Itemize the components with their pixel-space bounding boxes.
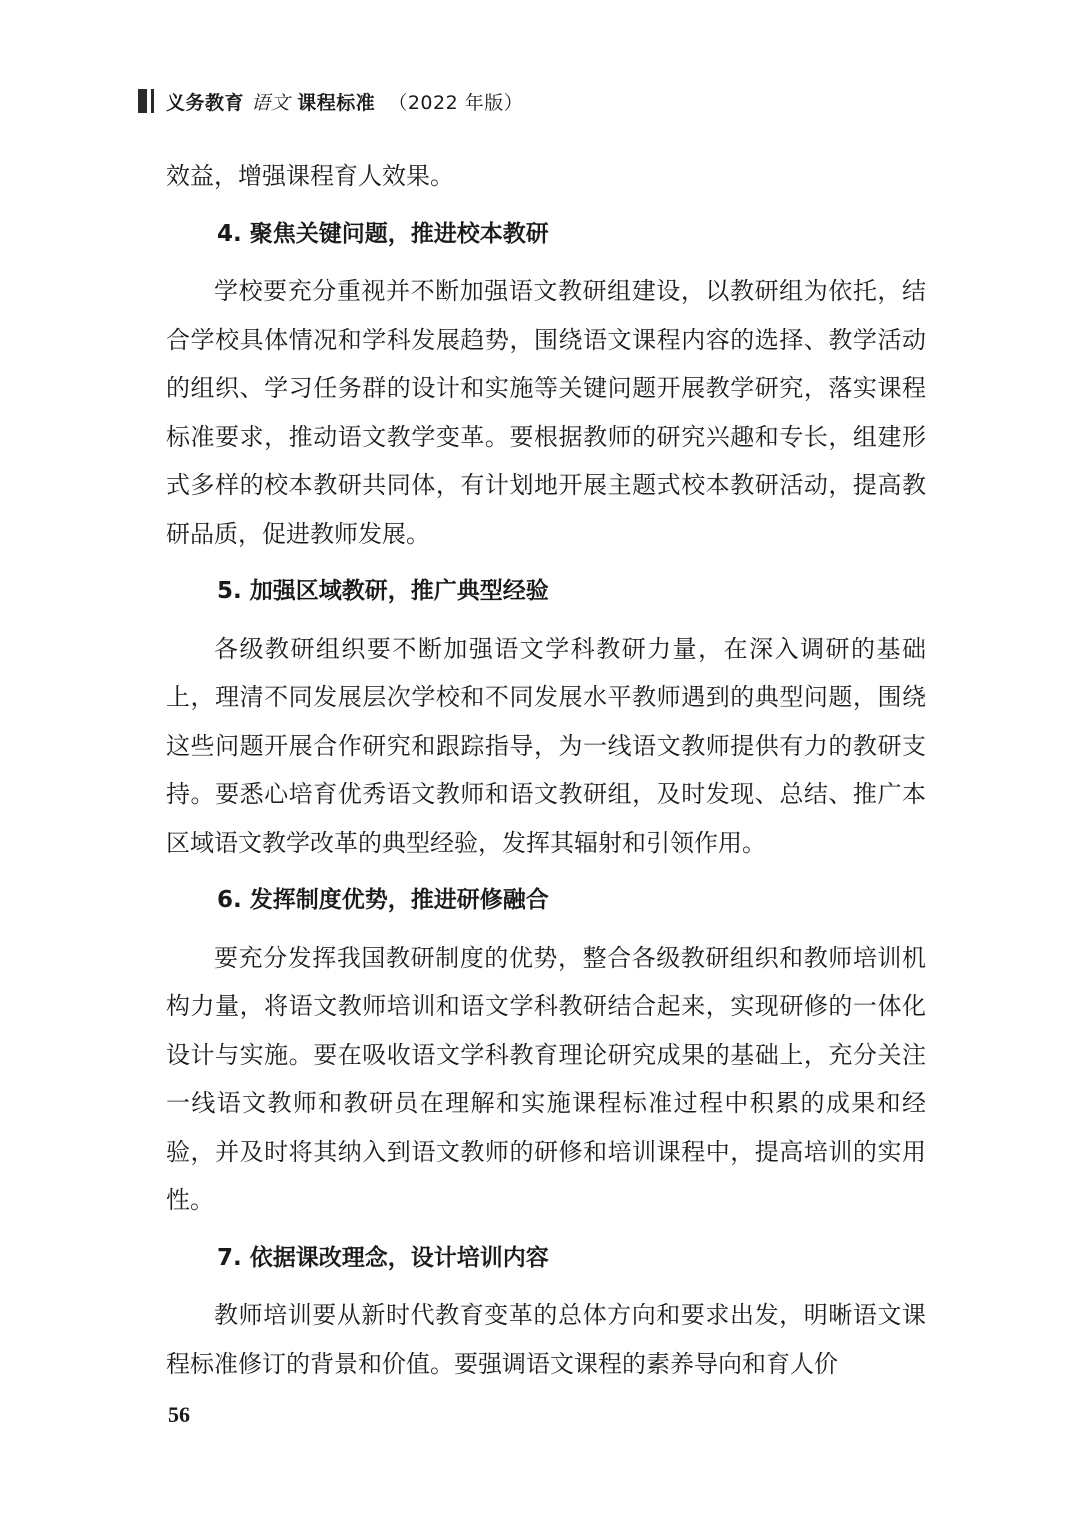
- header-bar-thin: [151, 89, 154, 113]
- book-title-part-1: 义务教育: [166, 91, 252, 114]
- header-bar-icon: [138, 89, 154, 113]
- section-body-6: 要充分发挥我国教研制度的优势，整合各级教研组织和教师培训机构力量，将语文教师培训和语文学科教研结合起来，实现研修的一体化设计与实施。要在吸收语文学科教育理论研究成果的基础上，充分关注一线语文教师和教研员在理解和实施课程标准过程中积累的成果和经验，并及时将其纳入到语文教师的研修和培训课程中，提高培训的实用性。: [166, 943, 926, 1214]
- page-number: 56: [168, 1402, 190, 1427]
- section-heading-4: 4. 聚焦关键问题，推进校本教研: [217, 220, 549, 247]
- book-title-subject: 语文: [251, 91, 291, 114]
- section-heading-7: 7. 依据课改理念，设计培训内容: [217, 1244, 549, 1271]
- section-body-4: 学校要充分重视并不断加强语文教研组建设，以教研组为依托，结合学校具体情况和学科发展趋势，围绕语文课程内容的选择、教学活动的组织、学习任务群的设计和实施等关键问题开展教学研究，落实课程标准要求，推动语文教学变革。要根据教师的研究兴趣和专长，组建形式多样的校本教研共同体，有计划地开展主题式校本教研活动，提高教研品质，促进教师发展。: [166, 277, 926, 548]
- section-body-7: 教师培训要从新时代教育变革的总体方向和要求出发，明晰语文课程标准修订的背景和价值。要强调语文课程的素养导向和育人价: [166, 1301, 926, 1378]
- running-header: [138, 86, 523, 116]
- continued-paragraph: 效益，增强课程育人效果。: [166, 162, 454, 190]
- section-body-5: 各级教研组织要不断加强语文学科教研力量，在深入调研的基础上，理清不同发展层次学校和不同发展水平教师遇到的典型问题，围绕这些问题开展合作研究和跟踪指导，为一线语文教师提供有力的教研支持。要悉心培育优秀语文教师和语文教研组，及时发现、总结、推广本区域语文教学改革的典型经验，发挥其辐射和引领作用。: [166, 634, 926, 857]
- book-title: [166, 88, 523, 115]
- header-bar-thick: [138, 89, 147, 113]
- section-heading-6: 6. 发挥制度优势，推进研修融合: [217, 887, 549, 913]
- section-heading-5: 5. 加强区域教研，推广典型经验: [217, 578, 549, 604]
- page-body: [166, 152, 926, 1388]
- book-edition: （2022 年版）: [375, 91, 524, 114]
- book-title-part-2: 课程标准: [290, 91, 376, 114]
